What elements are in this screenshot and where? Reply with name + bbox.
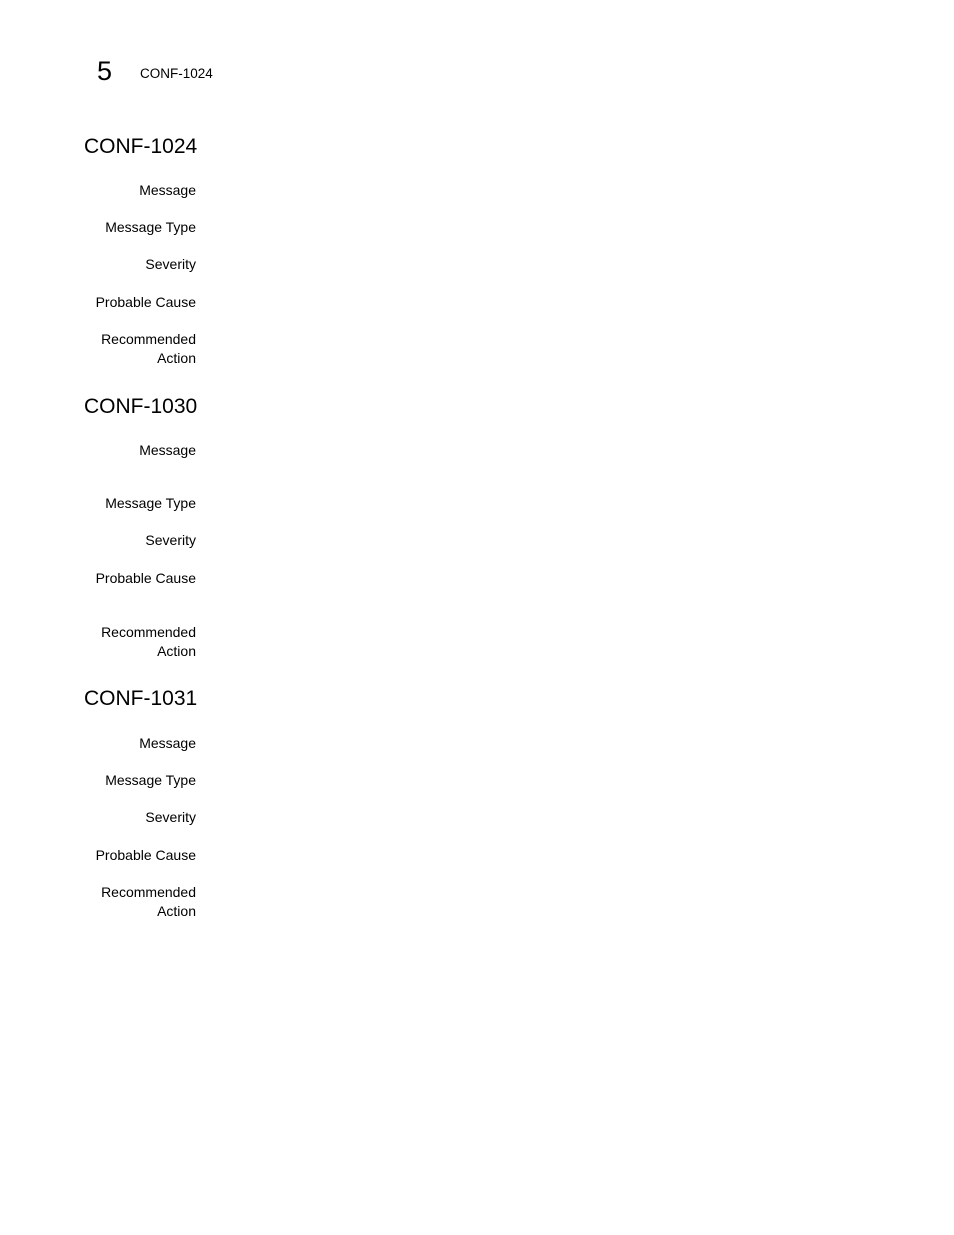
field-label-message-type: Message Type: [105, 219, 196, 235]
field-label-recommended-action: [56, 883, 196, 920]
field-label-probable-cause: Probable Cause: [95, 294, 196, 310]
field-label-line: Recommended: [101, 624, 196, 640]
field-label-severity: Severity: [145, 256, 196, 272]
chapter-number: 5: [97, 56, 113, 86]
field-label-message-type: Message Type: [105, 772, 196, 788]
field-label-line: Action: [157, 642, 196, 659]
entry-title: CONF-1030: [84, 395, 198, 418]
field-label-probable-cause: Probable Cause: [95, 570, 196, 586]
field-label-line: Recommended: [101, 331, 196, 347]
field-label-line: Recommended: [101, 884, 196, 900]
entry-title: CONF-1031: [84, 687, 198, 710]
field-label-message: Message: [139, 735, 196, 751]
field-label-severity: Severity: [145, 809, 196, 825]
field-label-probable-cause: Probable Cause: [95, 847, 196, 863]
field-label-recommended-action: [56, 330, 196, 367]
running-head: CONF-1024: [140, 66, 213, 81]
field-label-message: Message: [139, 442, 196, 458]
field-label-line: Action: [157, 349, 196, 366]
entry-title: CONF-1024: [84, 135, 198, 158]
field-label-message: Message: [139, 182, 196, 198]
field-label-line: Action: [157, 902, 196, 919]
field-label-message-type: Message Type: [105, 495, 196, 511]
field-label-recommended-action: [56, 623, 196, 660]
field-label-severity: Severity: [145, 532, 196, 548]
